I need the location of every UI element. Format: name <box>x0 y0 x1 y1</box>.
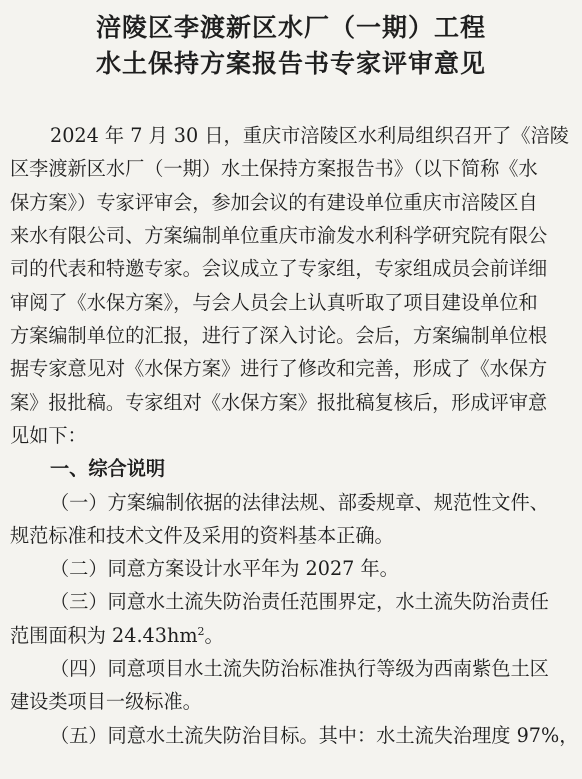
item-line-area <box>10 621 224 648</box>
paragraph-line: 区李渡新区水厂（一期）水土保持方案报告书》（以下简称《水 <box>10 157 538 181</box>
paragraph-line: 保方案》）专家评审会，参加会议的有建设单位重庆市涪陵区自 <box>10 190 538 214</box>
paragraph-line: 见如下： <box>10 423 87 447</box>
area-unit-superscript: 2 <box>197 624 205 638</box>
item-line: 建设类项目一级标准。 <box>10 690 202 714</box>
paragraph-line: 司的代表和特邀专家。会议成立了专家组，专家组成员会前详细 <box>10 257 548 281</box>
paragraph-line: 审阅了《水保方案》，与会人员会上认真听取了项目建设单位和 <box>10 290 538 314</box>
area-suffix: 。 <box>204 623 224 647</box>
area-text: 范围面积为 24.43hm <box>10 623 198 647</box>
item-line: （一）方案编制依据的法律法规、部委规章、规范性文件、 <box>50 490 549 514</box>
section-heading: 一、综合说明 <box>50 457 166 481</box>
paragraph-line: 案》报批稿。专家组对《水保方案》报批稿复核后，形成评审意 <box>10 390 548 414</box>
item-line: （二）同意方案设计水平年为 2027 年。 <box>50 557 399 581</box>
paragraph-line: 2024 年 7 月 30 日，重庆市涪陵区水利局组织召开了《涪陵 <box>50 124 569 147</box>
paragraph-line: 来水有限公司、方案编制单位重庆市渝发水利科学研究院有限公 <box>10 223 548 247</box>
item-line: （五）同意水土流失防治目标。其中：水土流失治理度 97%， <box>50 723 579 747</box>
item-line: （三）同意水土流失防治责任范围界定，水土流失防治责任 <box>50 590 549 614</box>
paragraph-line: 方案编制单位的汇报，进行了深入讨论。会后，方案编制单位根 <box>10 323 548 347</box>
paragraph-line: 据专家意见对《水保方案》进行了修改和完善，形成了《水保方 <box>10 357 548 381</box>
document-title-line-2: 水土保持方案报告书专家评审意见 <box>95 49 486 78</box>
document-title-line-1: 涪陵区李渡新区水厂（一期）工程 <box>95 13 486 42</box>
item-line: （四）同意项目水土流失防治标准执行等级为西南紫色土区 <box>50 657 549 681</box>
item-line: 规范标准和技术文件及采用的资料基本正确。 <box>10 523 394 547</box>
